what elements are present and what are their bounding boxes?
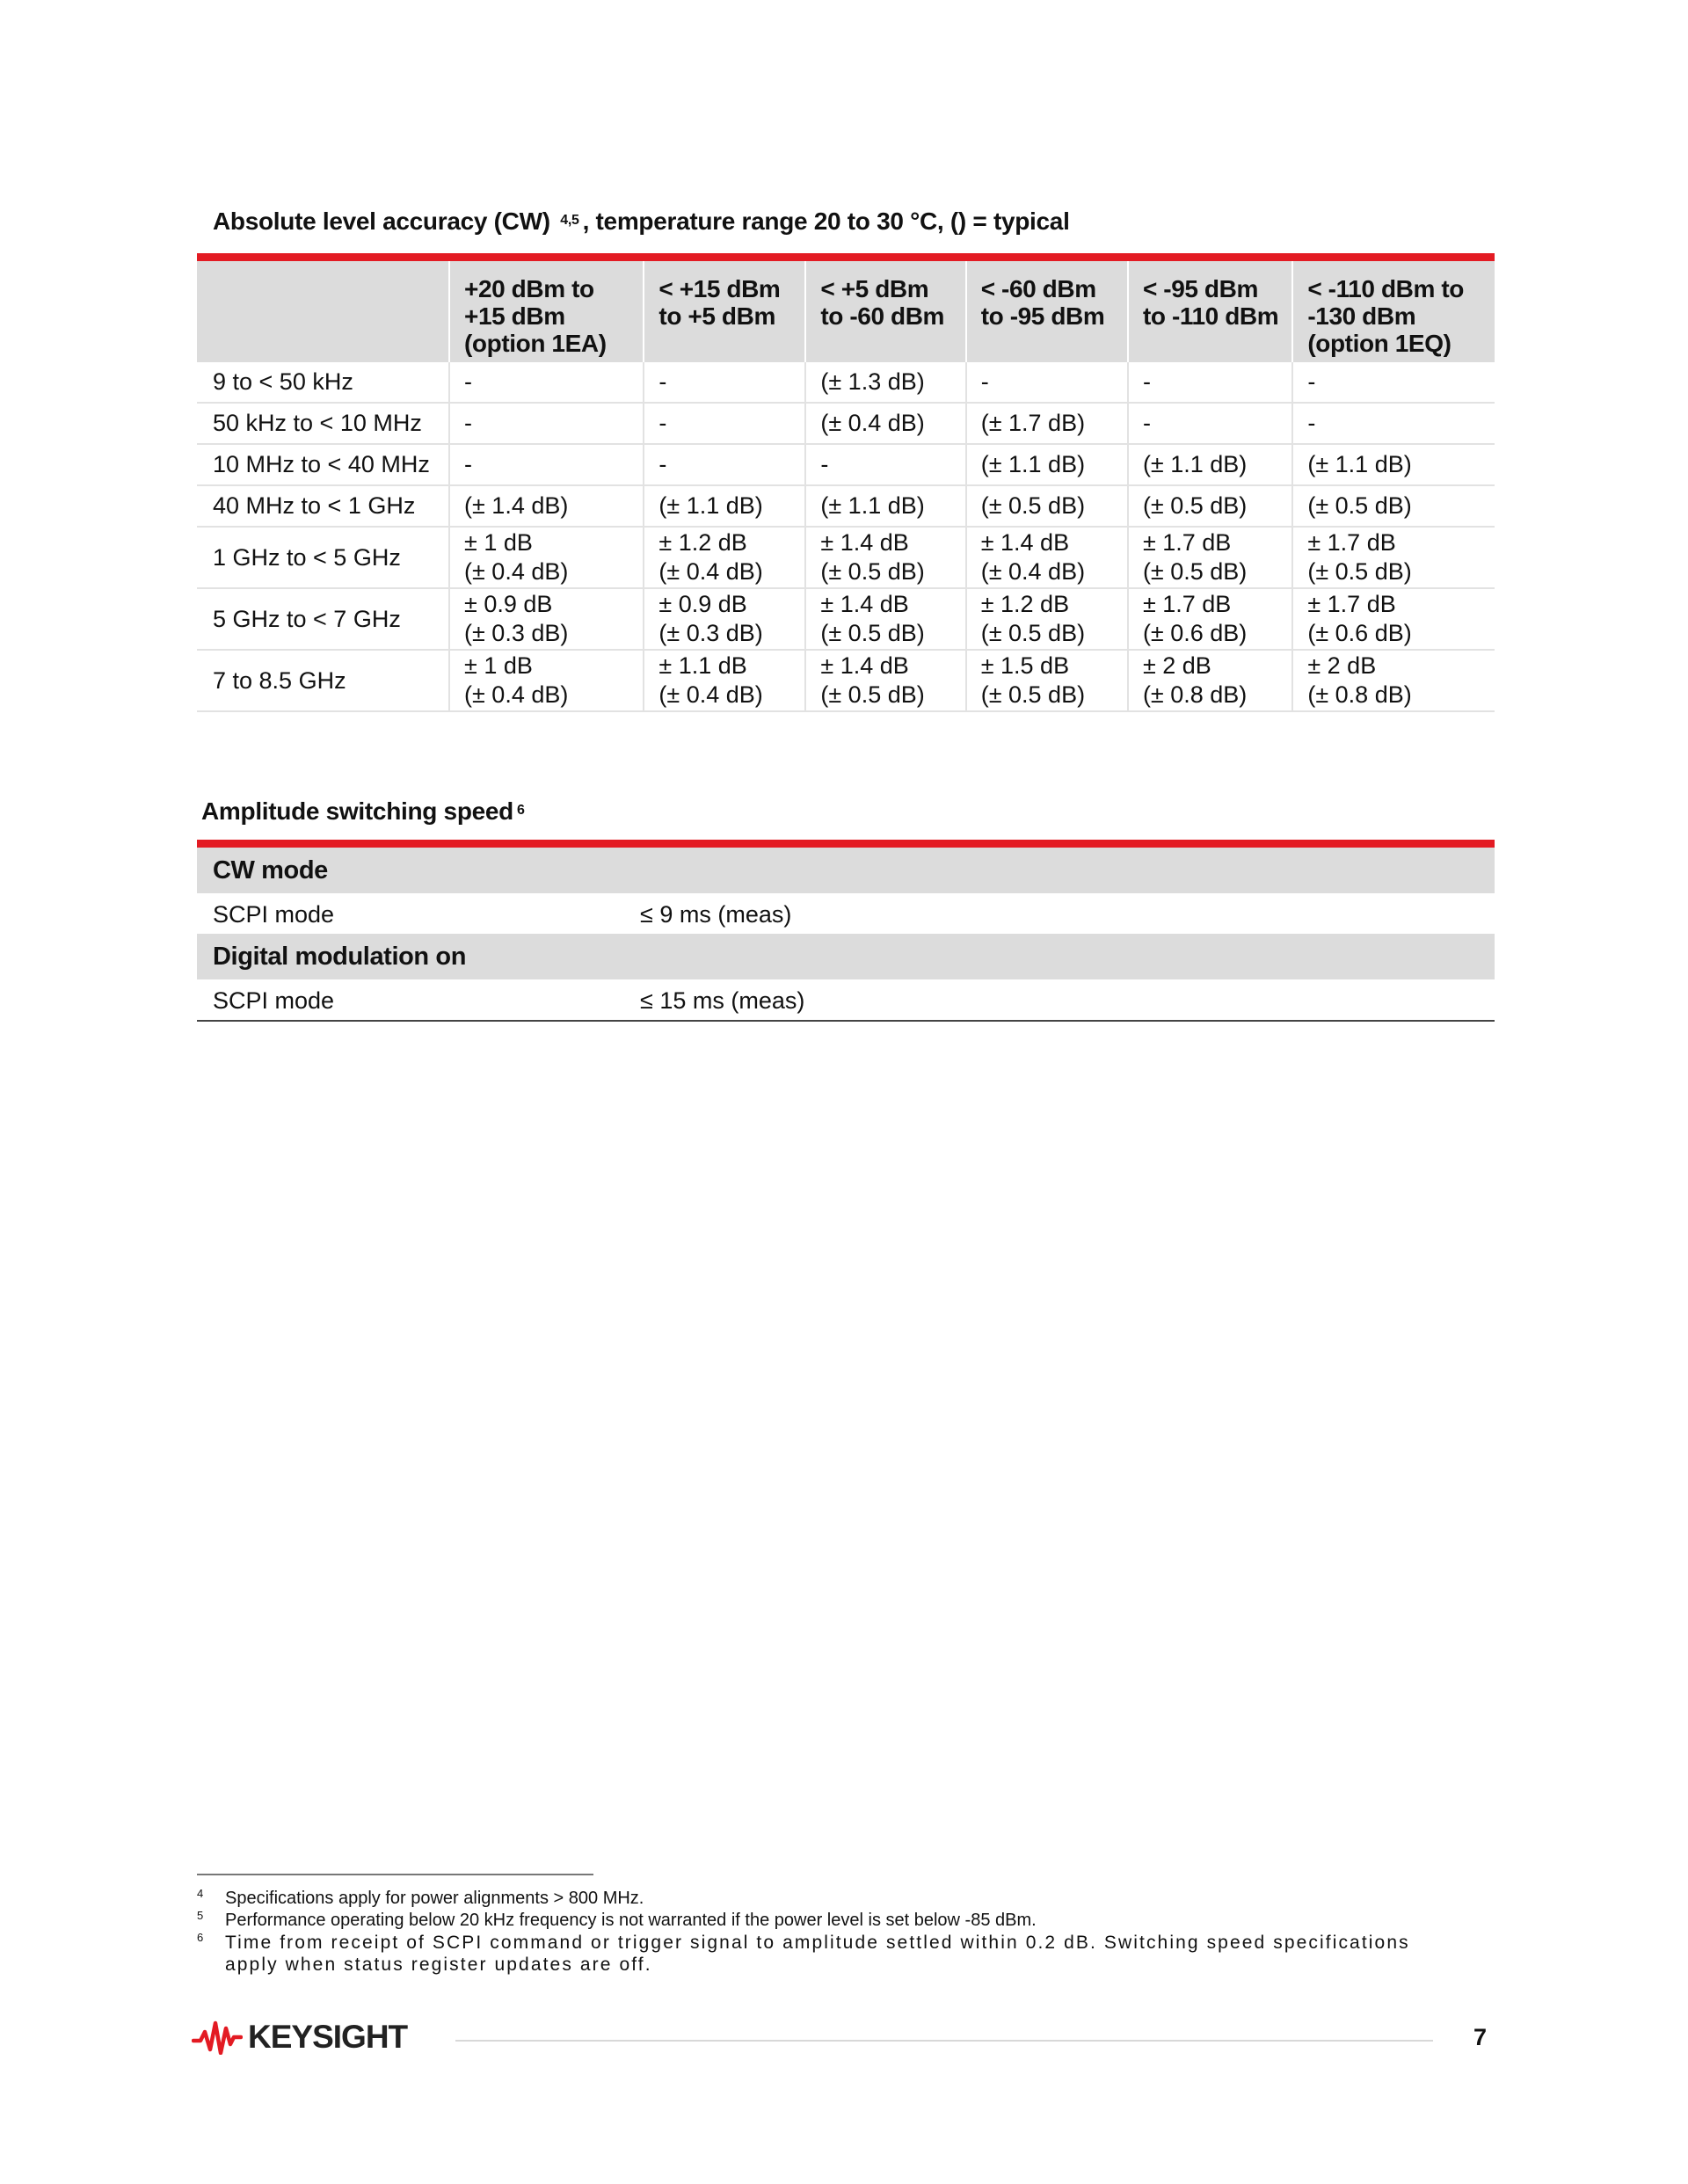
table-cell [644, 362, 805, 403]
keysight-logo-text: KEYSIGHT [248, 2019, 408, 2055]
cell-value: (± 0.5 dB) [980, 492, 1086, 519]
cell-value: - [464, 410, 472, 436]
cell-value: ± 1.2 dB [658, 529, 747, 556]
cell-value: ± 1 dB [464, 529, 533, 556]
column-header: < +15 dBm to +5 dBm [644, 258, 805, 363]
row-label: SCPI mode [213, 900, 335, 928]
group-name: CW mode [197, 844, 1495, 894]
group-header-row [197, 844, 1495, 894]
cell-value: (± 1.1 dB) [658, 492, 763, 519]
table-cell [449, 485, 644, 527]
keysight-wave-icon [192, 2020, 243, 2055]
row-label: 7 to 8.5 GHz [197, 650, 449, 711]
table-cell [1128, 588, 1292, 650]
accuracy-title-refs: 4,5 [560, 213, 579, 228]
cell-value: - [464, 451, 472, 477]
cell-typical-value: (± 0.5 dB) [1142, 558, 1248, 585]
cell-typical-value: (± 0.4 dB) [980, 558, 1086, 585]
cell-value: ± 0.9 dB [464, 591, 553, 617]
table-cell [449, 403, 644, 444]
switching-title-text: Amplitude switching speed [201, 797, 513, 825]
table-cell [805, 444, 965, 485]
table-cell [1128, 444, 1292, 485]
table-cell [805, 485, 965, 527]
table-cell [966, 403, 1128, 444]
table-cell [1292, 485, 1495, 527]
column-header: < +5 dBm to -60 dBm [805, 258, 965, 363]
cell-value: (± 1.1 dB) [1307, 451, 1412, 477]
cell-typical-value: (± 0.4 dB) [464, 681, 569, 708]
footnote-text: Time from receipt of SCPI command or trigger signal to amplitude settled within 0.2 dB. Switching speed specifications apply when status register updates are off. [225, 1933, 1410, 1975]
cell-value: ± 0.9 dB [658, 591, 747, 617]
switching-table [197, 840, 1495, 1022]
cell-typical-value: (± 0.8 dB) [1307, 681, 1412, 708]
cell-value: - [1142, 410, 1151, 436]
accuracy-title-text: Absolute level accuracy (CW) [213, 207, 550, 235]
table-cell [805, 362, 965, 403]
cell-value: ± 2 dB [1307, 652, 1377, 679]
switching-title-ref: 6 [516, 803, 525, 818]
cell-value: - [658, 410, 667, 436]
switching-table-title [201, 797, 528, 826]
table-cell [644, 527, 805, 588]
cell-value: (± 1.3 dB) [820, 368, 925, 395]
cell-value: - [464, 368, 472, 395]
footnote-6 [197, 1932, 1463, 1976]
table-cell [644, 588, 805, 650]
row-label: SCPI mode [213, 986, 335, 1014]
table-cell [966, 444, 1128, 485]
cell-typical-value: (± 0.5 dB) [820, 558, 925, 585]
cell-typical-value: (± 0.4 dB) [464, 558, 569, 585]
column-header: +20 dBm to +15 dBm (option 1EA) [449, 258, 644, 363]
cell-typical-value: (± 0.5 dB) [980, 681, 1086, 708]
cell-value: (± 1.4 dB) [464, 492, 569, 519]
table-cell [644, 444, 805, 485]
table-row [197, 362, 1495, 403]
table-cell [966, 650, 1128, 711]
row-label: 9 to < 50 kHz [197, 362, 449, 403]
row-label: 10 MHz to < 40 MHz [197, 444, 449, 485]
table-cell [449, 444, 644, 485]
footnote-number: 5 [197, 1909, 204, 1922]
header-cell-empty [197, 258, 449, 363]
cell-value: ± 1.4 dB [820, 652, 909, 679]
table-cell [1128, 362, 1292, 403]
table-cell [805, 527, 965, 588]
cell-value: (± 0.4 dB) [820, 410, 925, 436]
row-label: 5 GHz to < 7 GHz [197, 588, 449, 650]
cell-value: ± 1.7 dB [1307, 529, 1396, 556]
accuracy-table-body [197, 362, 1495, 711]
cell-typical-value: (± 0.6 dB) [1142, 620, 1248, 646]
table-cell [1292, 403, 1495, 444]
table-cell [966, 588, 1128, 650]
table-cell [805, 403, 965, 444]
row-label: 1 GHz to < 5 GHz [197, 527, 449, 588]
cell-value: - [658, 451, 667, 477]
table-cell [966, 485, 1128, 527]
table-row [197, 650, 1495, 711]
table-cell [449, 362, 644, 403]
table-cell [1128, 485, 1292, 527]
cell-typical-value: (± 0.5 dB) [820, 620, 925, 646]
cell-value: ± 2 dB [1142, 652, 1211, 679]
table-row [197, 485, 1495, 527]
table-cell [449, 650, 644, 711]
table-cell [1292, 588, 1495, 650]
group-name: Digital modulation on [197, 934, 1495, 979]
cell-value: ± 1.7 dB [1142, 591, 1232, 617]
accuracy-table-head [197, 258, 1495, 363]
cell-typical-value: (± 0.4 dB) [658, 558, 763, 585]
footnote-5 [197, 1910, 1037, 1931]
table-row [197, 527, 1495, 588]
cell-value: ± 1.4 dB [820, 591, 909, 617]
table-cell [966, 527, 1128, 588]
cell-value: (± 0.5 dB) [1142, 492, 1248, 519]
table-cell [1128, 650, 1292, 711]
footnote-number: 6 [197, 1931, 204, 1944]
page-number: 7 [1473, 2024, 1488, 2050]
cell-value: - [1307, 410, 1316, 436]
table-cell [966, 362, 1128, 403]
table-cell [1128, 527, 1292, 588]
cell-value: (± 1.7 dB) [980, 410, 1086, 436]
table-cell [644, 650, 805, 711]
cell-typical-value: (± 0.5 dB) [1307, 558, 1412, 585]
table-cell [644, 403, 805, 444]
cell-typical-value: (± 0.8 dB) [1142, 681, 1248, 708]
cell-typical-value: (± 0.4 dB) [658, 681, 763, 708]
column-header: < -95 dBm to -110 dBm [1128, 258, 1292, 363]
accuracy-header-row [197, 258, 1495, 363]
row-label: 50 kHz to < 10 MHz [197, 403, 449, 444]
cell-value: ± 1.2 dB [980, 591, 1070, 617]
cell-typical-value: (± 0.3 dB) [658, 620, 763, 646]
table-cell [805, 650, 965, 711]
footnote-divider [197, 1874, 593, 1875]
group-header-row [197, 934, 1495, 979]
footnote-number: 4 [197, 1887, 204, 1900]
cell-value: ± 1.1 dB [658, 652, 747, 679]
accuracy-table [197, 253, 1495, 712]
cell-value: ± 1 dB [464, 652, 533, 679]
table-cell [1292, 650, 1495, 711]
cell-value: - [658, 368, 667, 395]
cell-value: (± 0.5 dB) [1307, 492, 1412, 519]
table-row [197, 588, 1495, 650]
table-cell [449, 588, 644, 650]
table-row [197, 893, 1495, 934]
cell-value: - [1307, 368, 1316, 395]
row-value: ≤ 9 ms (meas) [640, 900, 792, 928]
footnote-4 [197, 1888, 644, 1909]
cell-typical-value: (± 0.5 dB) [820, 681, 925, 708]
cell-typical-value: (± 0.5 dB) [980, 620, 1086, 646]
row-label: 40 MHz to < 1 GHz [197, 485, 449, 527]
column-header: < -60 dBm to -95 dBm [966, 258, 1128, 363]
footnote-text: Specifications apply for power alignments > 800 MHz. [225, 1889, 644, 1908]
table-row [197, 403, 1495, 444]
cell-value: (± 1.1 dB) [820, 492, 925, 519]
row-value: ≤ 15 ms (meas) [640, 986, 805, 1014]
column-header: < -110 dBm to -130 dBm (option 1EQ) [1292, 258, 1495, 363]
table-row [197, 444, 1495, 485]
cell-value: (± 1.1 dB) [1142, 451, 1248, 477]
footer-divider [455, 2040, 1433, 2042]
cell-value: ± 1.4 dB [820, 529, 909, 556]
table-row [197, 979, 1495, 1021]
table-cell [1292, 527, 1495, 588]
table-cell [1292, 444, 1495, 485]
table-cell [644, 485, 805, 527]
cell-typical-value: (± 0.3 dB) [464, 620, 569, 646]
cell-value: - [980, 368, 989, 395]
cell-value: ± 1.5 dB [980, 652, 1070, 679]
cell-value: ± 1.7 dB [1307, 591, 1396, 617]
cell-typical-value: (± 0.6 dB) [1307, 620, 1412, 646]
table-cell [1128, 403, 1292, 444]
cell-value: - [820, 451, 829, 477]
table-cell [1292, 362, 1495, 403]
keysight-logo [192, 2018, 407, 2057]
cell-value: ± 1.4 dB [980, 529, 1070, 556]
switching-table-body [197, 844, 1495, 1022]
accuracy-title-rest: , temperature range 20 to 30 °C, () = typical [582, 207, 1070, 235]
footnote-text: Performance operating below 20 kHz frequency is not warranted if the power level is set below -85 dBm. [225, 1911, 1037, 1930]
table-cell [449, 527, 644, 588]
cell-value: - [1142, 368, 1151, 395]
accuracy-table-title [213, 207, 1070, 236]
cell-value: (± 1.1 dB) [980, 451, 1086, 477]
cell-value: ± 1.7 dB [1142, 529, 1232, 556]
table-cell [805, 588, 965, 650]
